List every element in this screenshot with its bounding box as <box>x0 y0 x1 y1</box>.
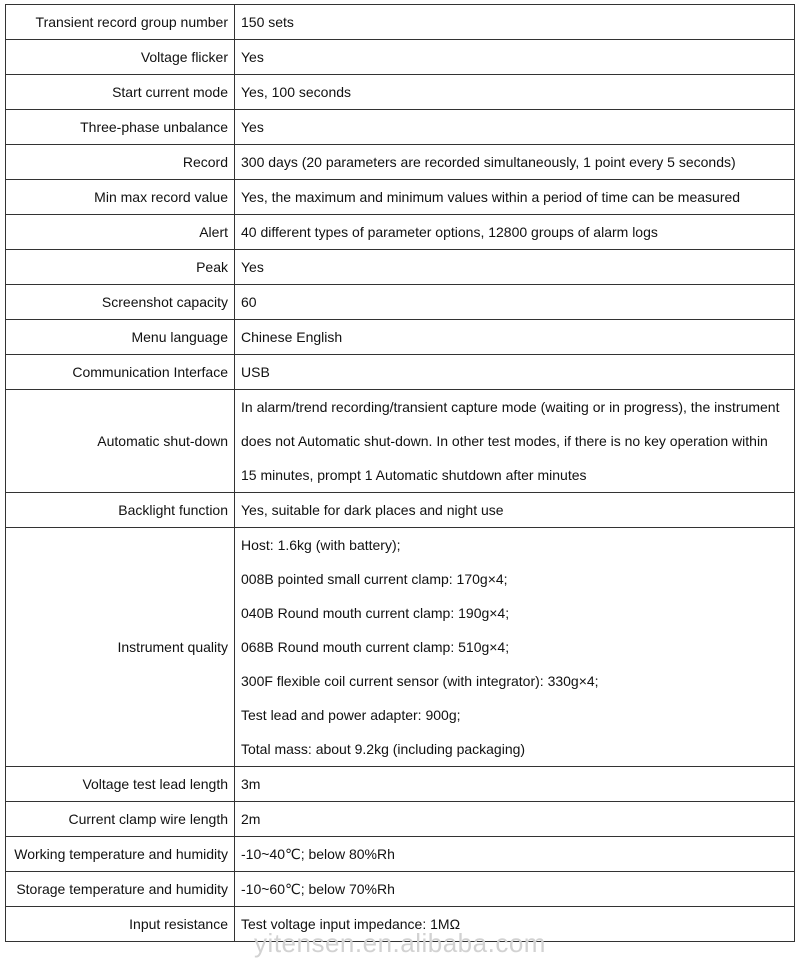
spec-value <box>235 872 795 907</box>
spec-label: Record <box>6 145 235 180</box>
spec-value <box>235 320 795 355</box>
spec-value-line: Yes, the maximum and minimum values within a period of time can be measured <box>241 189 741 205</box>
table-row <box>6 180 795 215</box>
spec-value <box>235 285 795 320</box>
spec-value-line: 040B Round mouth current clamp: 190g×4; <box>241 605 510 621</box>
table-row <box>6 75 795 110</box>
table-row <box>6 837 795 872</box>
table-row <box>6 767 795 802</box>
spec-value-line: 2m <box>241 811 261 827</box>
spec-value <box>235 215 795 250</box>
spec-label: Instrument quality <box>6 528 235 767</box>
spec-label: Menu language <box>6 320 235 355</box>
spec-label: Min max record value <box>6 180 235 215</box>
spec-value <box>235 493 795 528</box>
spec-value-line: 008B pointed small current clamp: 170g×4; <box>241 571 508 587</box>
spec-value <box>235 110 795 145</box>
spec-label: Input resistance <box>6 907 235 942</box>
spec-value <box>235 390 795 493</box>
spec-value-line: Yes <box>241 259 264 275</box>
spec-value-line: 300 days (20 parameters are recorded simultaneously, 1 point every 5 seconds) <box>241 154 736 170</box>
table-row <box>6 250 795 285</box>
table-row <box>6 320 795 355</box>
spec-value <box>235 528 795 767</box>
spec-value-line: Host: 1.6kg (with battery); <box>241 537 401 553</box>
spec-value-line: 150 sets <box>241 14 294 30</box>
spec-value-line: 60 <box>241 294 257 310</box>
spec-value-line: In alarm/trend recording/transient capture mode (waiting or in progress), the instrument <box>241 399 780 415</box>
spec-value-line: Yes <box>241 49 264 65</box>
table-row <box>6 110 795 145</box>
spec-value <box>235 145 795 180</box>
spec-label: Current clamp wire length <box>6 802 235 837</box>
spec-value-line: Chinese English <box>241 329 343 345</box>
spec-value <box>235 75 795 110</box>
table-row <box>6 802 795 837</box>
spec-label: Voltage test lead length <box>6 767 235 802</box>
spec-value-line: Total mass: about 9.2kg (including packaging) <box>241 741 526 757</box>
spec-label: Peak <box>6 250 235 285</box>
spec-value-line: 40 different types of parameter options, 12800 groups of alarm logs <box>241 224 658 240</box>
table-row <box>6 390 795 493</box>
spec-label: Three-phase unbalance <box>6 110 235 145</box>
spec-value-line: 300F flexible coil current sensor (with integrator): 330g×4; <box>241 673 599 689</box>
table-row <box>6 285 795 320</box>
spec-value-line: Yes, suitable for dark places and night use <box>241 502 504 518</box>
spec-value-line: Yes, 100 seconds <box>241 84 352 100</box>
spec-value-line: Yes <box>241 119 264 135</box>
spec-label: Transient record group number <box>6 5 235 40</box>
spec-label: Storage temperature and humidity <box>6 872 235 907</box>
table-row <box>6 145 795 180</box>
table-row <box>6 872 795 907</box>
spec-value-line: Test voltage input impedance: 1MΩ <box>241 916 461 932</box>
spec-label: Communication Interface <box>6 355 235 390</box>
table-row <box>6 215 795 250</box>
spec-value <box>235 180 795 215</box>
spec-label: Backlight function <box>6 493 235 528</box>
table-row <box>6 5 795 40</box>
spec-value-line: does not Automatic shut-down. In other test modes, if there is no key operation within <box>241 433 768 449</box>
spec-value <box>235 355 795 390</box>
spec-value-line: -10~40℃; below 80%Rh <box>241 846 395 862</box>
watermark: yitensen.en.alibaba.com <box>254 928 546 958</box>
spec-value-line: Test lead and power adapter: 900g; <box>241 707 461 723</box>
spec-label: Alert <box>6 215 235 250</box>
spec-value <box>235 802 795 837</box>
table-row <box>6 40 795 75</box>
spec-label: Screenshot capacity <box>6 285 235 320</box>
table-row <box>6 355 795 390</box>
spec-value-line: -10~60℃; below 70%Rh <box>241 881 395 897</box>
spec-value <box>235 5 795 40</box>
spec-value <box>235 250 795 285</box>
spec-value-line: USB <box>241 364 270 380</box>
spec-label: Start current mode <box>6 75 235 110</box>
spec-value-line: 068B Round mouth current clamp: 510g×4; <box>241 639 510 655</box>
spec-value <box>235 767 795 802</box>
spec-label: Working temperature and humidity <box>6 837 235 872</box>
spec-value-line: 15 minutes, prompt 1 Automatic shutdown after minutes <box>241 467 587 483</box>
spec-label: Voltage flicker <box>6 40 235 75</box>
spec-value-line: 3m <box>241 776 261 792</box>
spec-value <box>235 837 795 872</box>
table-row <box>6 493 795 528</box>
table-row <box>6 528 795 767</box>
spec-value <box>235 40 795 75</box>
spec-table-body <box>6 5 795 942</box>
spec-table <box>5 4 795 942</box>
spec-label: Automatic shut-down <box>6 390 235 493</box>
